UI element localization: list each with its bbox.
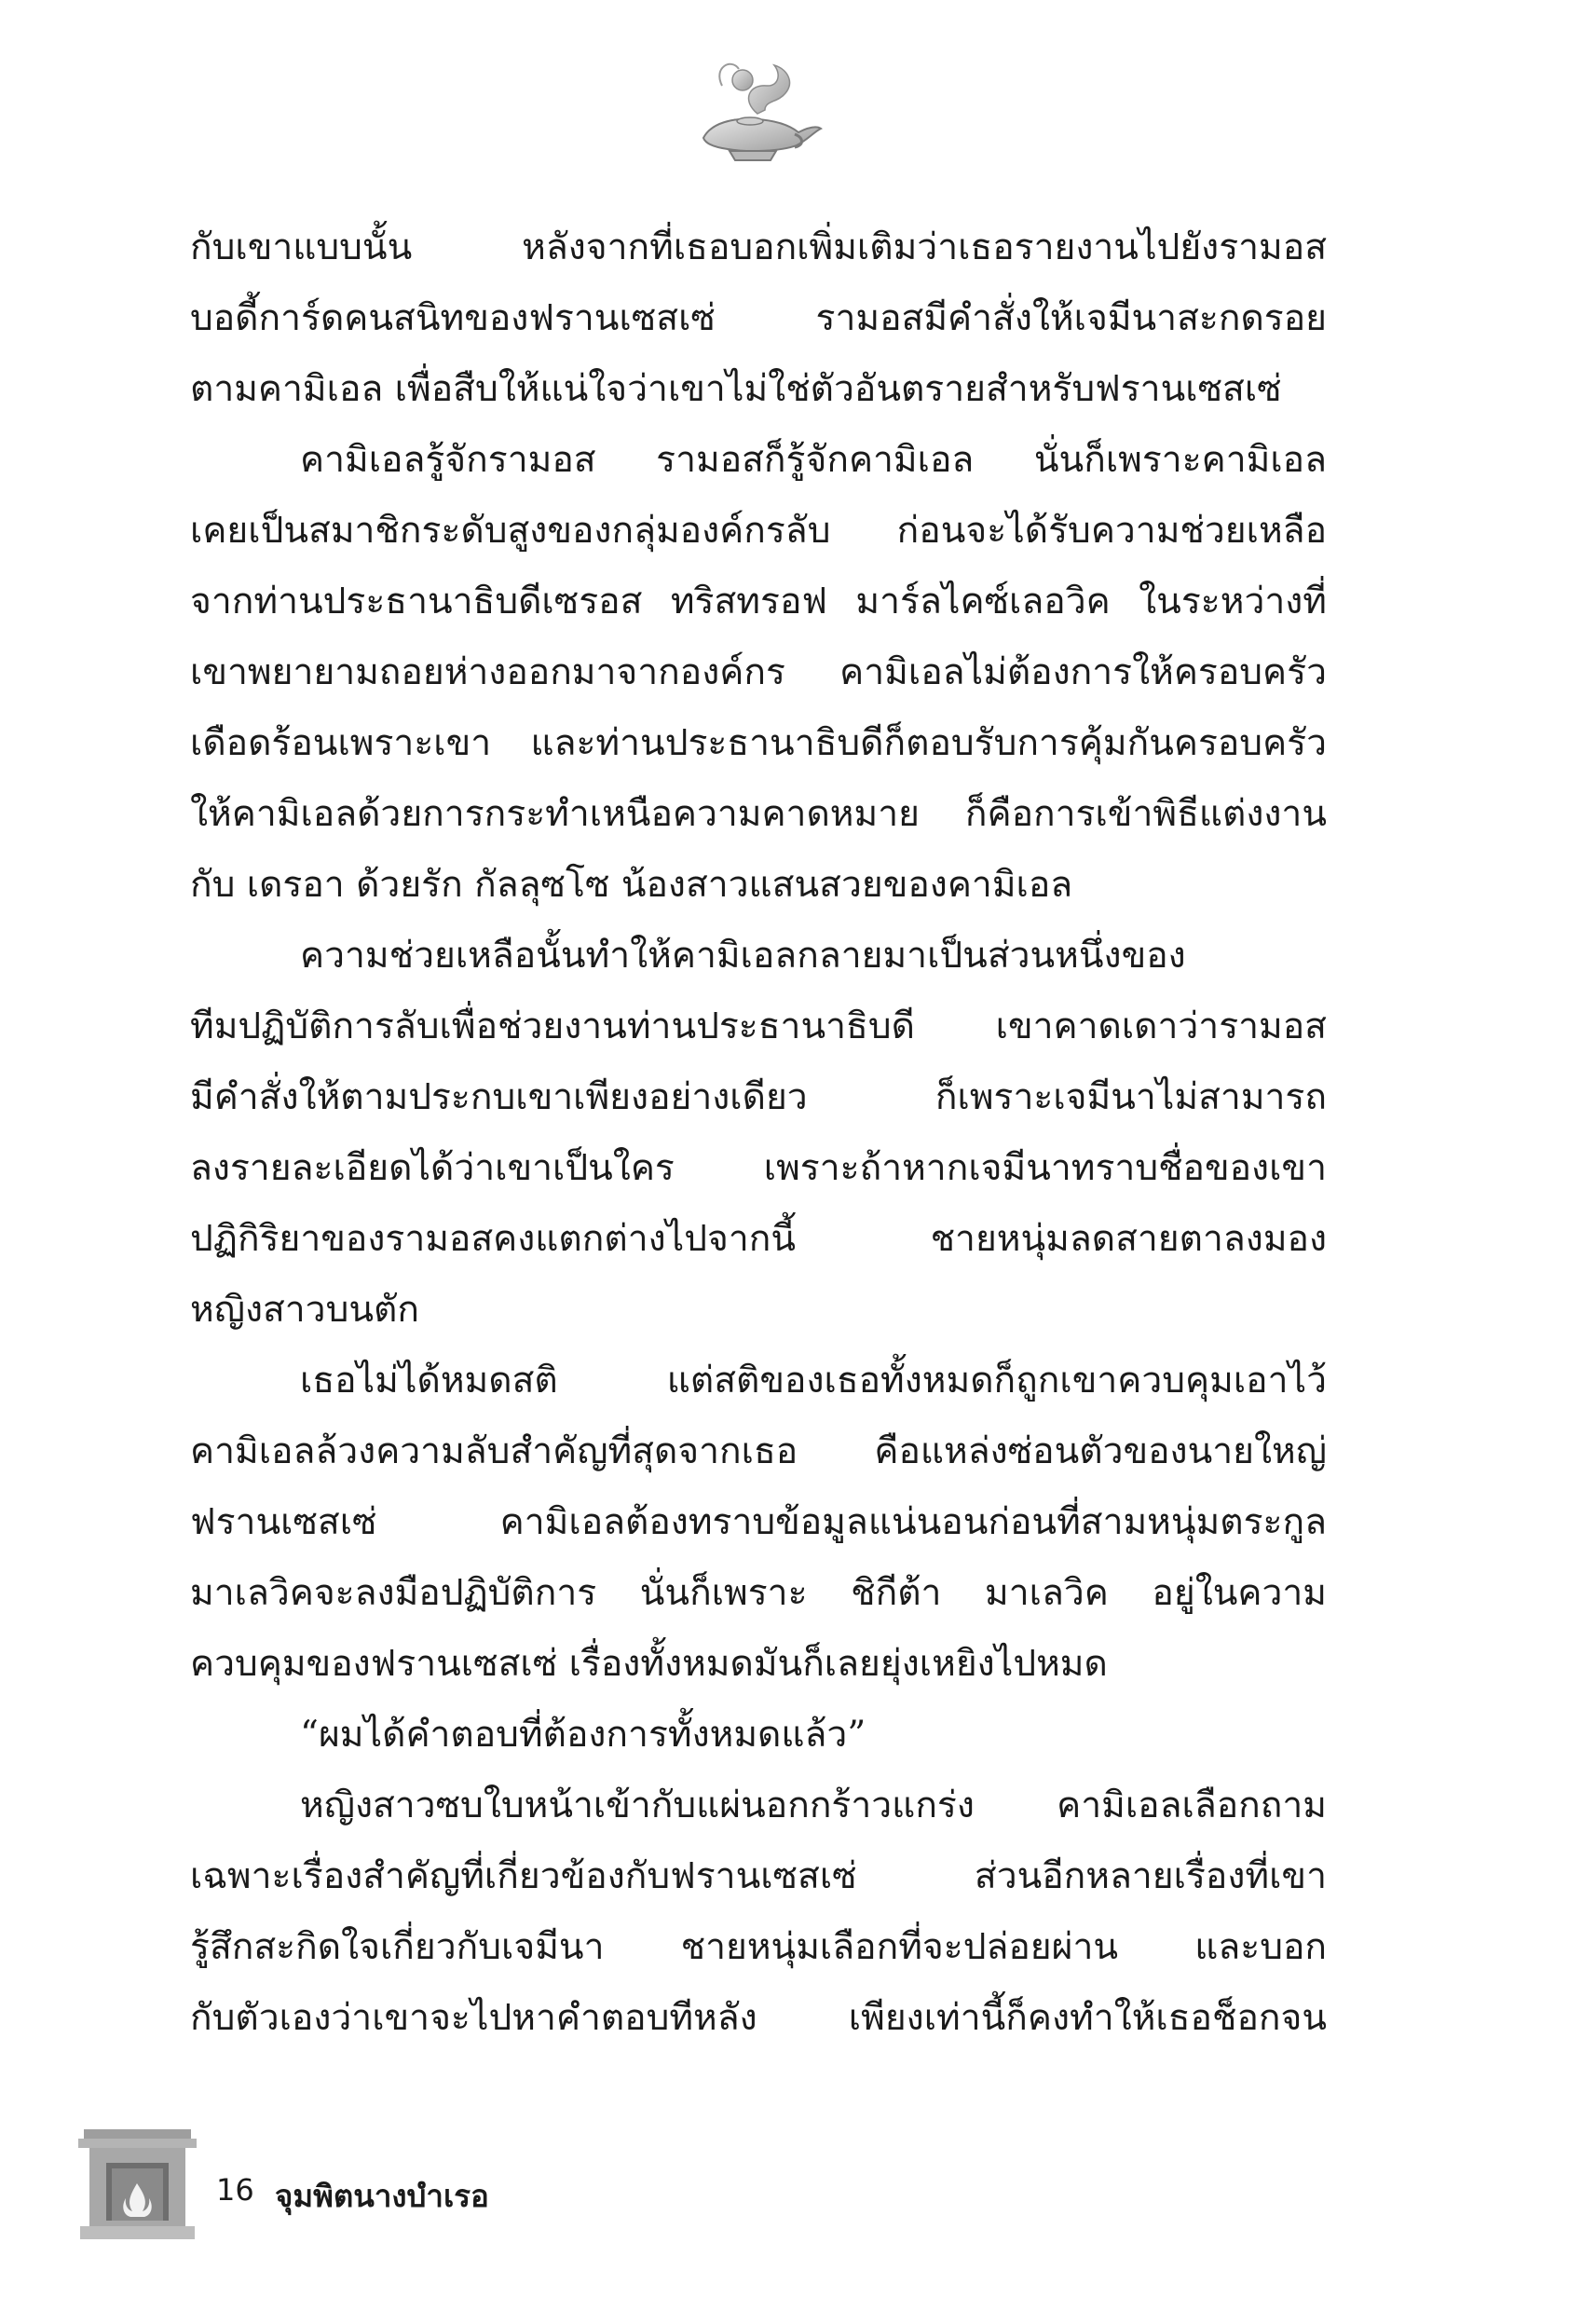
- text-line: ความช่วยเหลือนั้นทำให้คามิเอลกลายมาเป็นส่วนหนึ่งของ: [300, 935, 1186, 977]
- text-line: ตามคามิเอล เพื่อสืบให้แน่ใจว่าเขาไม่ใช่ตัวอันตรายสำหรับฟรานเซสเซ่: [190, 368, 1282, 410]
- text-line: กับ เดรอา ด้วยรัก กัลลุซโซ น้องสาวแสนสวยของคามิเอล: [190, 864, 1073, 906]
- text-line: เขาพยายามถอยห่างออกมาจากองค์กร คามิเอลไม่ต้องการให้ครอบครัว: [190, 651, 1327, 693]
- text-line: กับเขาแบบนั้น หลังจากที่เธอบอกเพิ่มเติมว่าเธอรายงานไปยังรามอส: [190, 226, 1327, 268]
- text-line: ทีมปฏิบัติการลับเพื่อช่วยงานท่านประธานาธิบดี เขาคาดเดาว่ารามอส: [190, 1005, 1327, 1047]
- text-line: “ผมได้คำตอบที่ต้องการทั้งหมดแล้ว”: [300, 1714, 866, 1756]
- text-line: เคยเป็นสมาชิกระดับสูงของกลุ่มองค์กรลับ ก่อนจะได้รับความช่วยเหลือ: [190, 510, 1327, 552]
- text-line: คามิเอลล้วงความลับสำคัญที่สุดจากเธอ คือแหล่งซ่อนตัวของนายใหญ่: [190, 1430, 1327, 1472]
- text-line: รู้สึกสะกิดใจเกี่ยวกับเจมีนา ชายหนุ่มเลือกที่จะปล่อยผ่าน และบอก: [190, 1926, 1327, 1968]
- text-line: ปฏิกิริยาของรามอสคงแตกต่างไปจากนี้ ชายหนุ่มลดสายตาลงมอง: [190, 1218, 1327, 1260]
- text-line: หญิงสาวบนตัก: [190, 1289, 419, 1331]
- text-line: ลงรายละเอียดได้ว่าเขาเป็นใคร เพราะถ้าหากเจมีนาทราบชื่อของเขา: [190, 1147, 1327, 1189]
- text-line: มาเลวิคจะลงมือปฏิบัติการ นั่นก็เพราะ ชิกีต้า มาเลวิค อยู่ในความ: [190, 1572, 1327, 1614]
- text-line: คามิเอลรู้จักรามอส รามอสก็รู้จักคามิเอล นั่นก็เพราะคามิเอล: [300, 439, 1327, 481]
- fireplace-icon: [75, 2129, 200, 2239]
- text-line: เฉพาะเรื่องสำคัญที่เกี่ยวข้องกับฟรานเซสเซ่ ส่วนอีกหลายเรื่องที่เขา: [190, 1855, 1327, 1897]
- text-line: เธอไม่ได้หมดสติ แต่สติของเธอทั้งหมดก็ถูกเขาควบคุมเอาไว้: [300, 1360, 1327, 1402]
- page-number: 16: [216, 2172, 254, 2208]
- text-line: เดือดร้อนเพราะเขา และท่านประธานาธิบดีก็ตอบรับการคุ้มกันครอบครัว: [190, 722, 1327, 764]
- text-line: จากท่านประธานาธิบดีเซรอส ทริสทรอฟ มาร์ลไคซ์เลอวิค ในระหว่างที่: [190, 581, 1327, 622]
- text-line: ให้คามิเอลด้วยการกระทำเหนือความคาดหมาย ก็คือการเข้าพิธีแต่งงาน: [190, 793, 1327, 835]
- text-line: ควบคุมของฟรานเซสเซ่ เรื่องทั้งหมดมันก็เลยยุ่งเหยิงไปหมด: [190, 1643, 1108, 1685]
- book-title: จุมพิตนางบำเรอ: [275, 2178, 489, 2214]
- text-line: มีคำสั่งให้ตามประกบเขาเพียงอย่างเดียว ก็เพราะเจมีนาไม่สามารถ: [190, 1076, 1327, 1118]
- text-line: ฟรานเซสเซ่ คามิเอลต้องทราบข้อมูลแน่นอนก่อนที่สามหนุ่มตระกูล: [190, 1501, 1327, 1543]
- page-footer: [75, 2129, 727, 2241]
- body-text: [190, 212, 1327, 2054]
- genie-lamp-icon: [685, 48, 825, 165]
- text-line: หญิงสาวซบใบหน้าเข้ากับแผ่นอกกร้าวแกร่ง คามิเอลเลือกถาม: [300, 1785, 1327, 1826]
- text-line: กับตัวเองว่าเขาจะไปหาคำตอบทีหลัง เพียงเท่านี้ก็คงทำให้เธอช็อกจน: [190, 1997, 1327, 2039]
- text-line: บอดี้การ์ดคนสนิทของฟรานเซสเซ่ รามอสมีคำสั่งให้เจมีนาสะกดรอย: [190, 297, 1327, 339]
